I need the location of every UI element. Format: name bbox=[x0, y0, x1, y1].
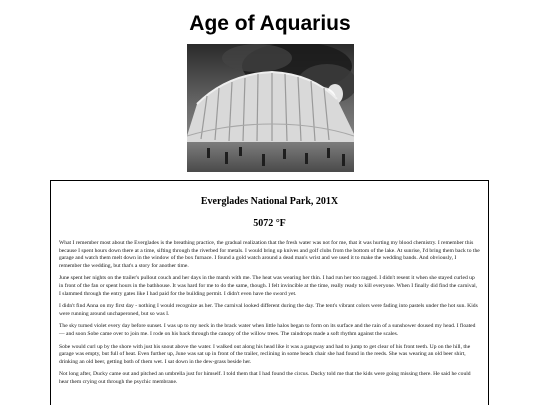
story-location-heading: Everglades National Park, 201X bbox=[200, 196, 339, 207]
story-paragraph: Sobe would curl up by the shore with just his snout above the water. I walked out along his head like it was a gangway and had to jump to get clear of his front teeth. Up on the hill, the garage was empty, but full of heat. Even further up, June was sat up in front of the trailer, reclining in some beach chair she had found in the reeds. She was wearing an old beer shirt, drinking an old beer, getting both of them wet. I sat down in the dew-grass beside her. bbox=[59, 343, 471, 365]
story-paragraph: Not long after, Ducky came out and pitched an umbrella just for himself. I told them that I had found the circus. Ducky told me that the kids were going missing there. He said he could hear them crying out through the psychic membrane. bbox=[59, 371, 471, 385]
story-paragraph: June spent her nights on the trailer's pullout couch and her days in the marsh with me. The heat was wearing her thin. I had run her too ragged. I didn't resent it when she stayed curled up in front of the fan or spent hours in the bathhouse. It was hard for me to do the same, though. I felt invincible at the time, really ready to kill everyone. When I finally did find the carnival, I slammed through the entry gates like I had paid for the building permit. I didn't even have the sword yet. bbox=[59, 275, 478, 297]
circus-tent-photo bbox=[187, 44, 354, 172]
story-paragraph: The sky turned violet every day before sunset. I was up to my neck in the brack water when little halos began to form on its surface and the rain of a sunshower doused my head. I floated — and soon Sobe came over to join me. I rode on his back through the canopy of the willow trees. The raindrops made a soft rhythm against the scales. bbox=[59, 323, 476, 337]
circus-tent-fire-image bbox=[187, 44, 354, 172]
story-paragraph: What I remember most about the Everglades is the breathing practice, the gradual realization that the fresh water was not for me, that it was hurting my blood chemistry. I remember this because I spent hours down there at a time, sifting through the riverbed for metals. I would bring up knives and golf clubs from the bottom of the lake. At sunrise, I'd bring them back to the garage and watch them melt down in the window of the box furnace. I found a gold watch around a dead man's wrist and we used it to make the wedding bands. And obviously, I remember the wedding, but that's a story for another time. bbox=[59, 240, 480, 269]
story-box bbox=[50, 180, 489, 405]
story-paragraph: I didn't find Anna on my first day - nothing I would recognize as her. The carnival looked different during the day. The tent's vibrant colors were fading into pastels under the hot sun. Kids were running around unchaperoned, but so was I. bbox=[59, 303, 478, 317]
story-temperature-heading: 5072 °F bbox=[253, 218, 286, 229]
page-title: Age of Aquarius bbox=[189, 12, 351, 35]
